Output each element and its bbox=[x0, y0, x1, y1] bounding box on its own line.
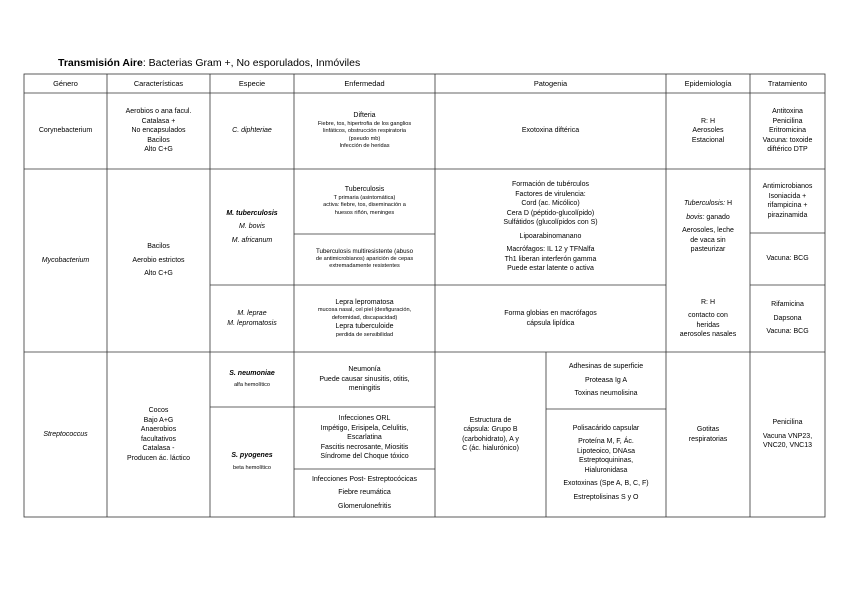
strepto-patogenia-pyo: Polisacárido capsular Proteína M, F, Ác. Lipoteoico, DNAsa Estreptoquininas, Hialuronidasa Exotoxinas (Spe A, B, C, F) Estreptolisinas S y O bbox=[563, 424, 649, 501]
header-especie: Especie bbox=[238, 78, 266, 88]
coryne-genero: Corynebacterium bbox=[38, 127, 93, 135]
coryne-tratamiento: Antitoxina Penicilina Eritromicina Vacuna: toxoide diftérico DTP bbox=[762, 108, 813, 154]
page-title: Transmisión Aire: Bacterias Gram +, No esporulados, Inmóviles bbox=[58, 57, 361, 69]
coryne-caracteristicas: Aerobios o ana facul. Catalasa + No encapsulados Bacilos Alto C+G bbox=[125, 108, 192, 154]
strepto-epidemiologia: Gotitas respiratorias bbox=[688, 426, 728, 443]
strepto-patogenia-pneumo: Adhesinas de superficie Proteasa Ig A Toxinas neumolisina bbox=[568, 363, 644, 398]
myco-tb-patogenia: Formación de tubérculos Factores de virulencia: Cord (ac. Micólico) Cera D (péptido-glucolípido) Sulfátidos (glucolípidos con S) Lipoarabinomanano Macrófagos: IL 12 y TFNalfa Th1 liberan interferón gamma Puede estar latente o activa bbox=[503, 181, 598, 273]
myco-tb-multiresistente: Tuberculosis multiresistente (abuso de antimicrobianos) aparición de cepas extremadamente resistentes bbox=[315, 248, 414, 270]
myco-tb-enfermedad: Tuberculosis T primaria (asintomática) activa: fiebre, tos, diseminación a huesos riñón, meninges bbox=[323, 186, 406, 217]
header-patogenia: Patogenia bbox=[533, 78, 568, 88]
coryne-epidemiologia: R: H Aerosoles Estacional bbox=[691, 117, 725, 144]
myco-tb-epidemiologia: Tuberculosis: H bovis: ganado Aerosoles, leche de vaca sin pasteurizar bbox=[682, 200, 734, 254]
strepto-genero: Streptococcus bbox=[43, 430, 88, 438]
myco-tb-tratamiento: Antimicrobianos Isoniacida + rifampicina + pirazinamida bbox=[762, 183, 813, 219]
coryne-especie: C. diphteriae bbox=[232, 127, 272, 135]
myco-lepra-tratamiento: Rifamicina Dapsona Vacuna: BCG bbox=[766, 301, 809, 336]
myco-tb-especies: M. tuberculosis M. bovis M. africanum bbox=[226, 209, 278, 244]
strepto-pneumo-especie: S. neumoniae alfa hemolítico bbox=[229, 369, 275, 389]
header-genero: Género bbox=[53, 78, 78, 88]
myco-lepra-epidemiologia: R: H contacto con heridas aerosoles nasales bbox=[679, 298, 737, 338]
coryne-enfermedad: Difteria Fiebre, tos, hipertrofia de los ganglios linfáticos, obstrucción respiratoria (pseudo mb) Infección de heridas bbox=[317, 112, 412, 150]
strepto-pyo-especie: S. pyogenes beta hemolítico bbox=[231, 452, 273, 471]
header-tratamiento: Tratamiento bbox=[767, 78, 808, 88]
strepto-pyo-postestrepto: Infecciones Post- Estreptocócicas Fiebre reumática Glomerulonefritis bbox=[311, 475, 418, 510]
myco-tb-vacuna: Vacuna: BCG bbox=[766, 255, 809, 263]
strepto-pyo-enfermedad: Infecciones ORL Impétigo, Erisipela, Celulitis, Escarlatina Fascitis necrosante, Miositis Síndrome del Choque tóxico bbox=[320, 415, 409, 461]
header-caracteristicas: Características bbox=[133, 78, 184, 88]
myco-lepra-enfermedad: Lepra lepromatosa mucosa nasal, cel piel (desfiguración, deformidad, discapacidad) Lepra tuberculoide perdida de sensibilidad bbox=[317, 298, 412, 338]
header-epidemiologia: Epidemiología bbox=[684, 78, 732, 88]
strepto-patogenia-capsula: Estructura de cápsula: Grupo B (carbohidrato), A y C (ác. hialurónico) bbox=[462, 416, 519, 452]
myco-genero: Mycobacterium bbox=[41, 256, 90, 264]
myco-lepra-patogenia: Forma globias en macrófagos cápsula lipídica bbox=[504, 310, 597, 327]
strepto-caracteristicas: Cocos Bajo A+G Anaerobios facultativos Catalasa - Producen ác. láctico bbox=[126, 407, 191, 462]
coryne-patogenia: Exotoxina diftérica bbox=[521, 127, 580, 135]
strepto-pneumo-enfermedad: Neumonía Puede causar sinusitis, otitis, meningitis bbox=[319, 366, 410, 393]
strepto-tratamiento: Penicilina Vacuna VNP23, VNC20, VNC13 bbox=[762, 419, 813, 450]
myco-lepra-especies: M. leprae M. lepromatosis bbox=[227, 310, 277, 327]
myco-caracteristicas: Bacilos Aerobio estrictos Alto C+G bbox=[132, 243, 185, 278]
header-enfermedad: Enfermedad bbox=[344, 78, 385, 88]
